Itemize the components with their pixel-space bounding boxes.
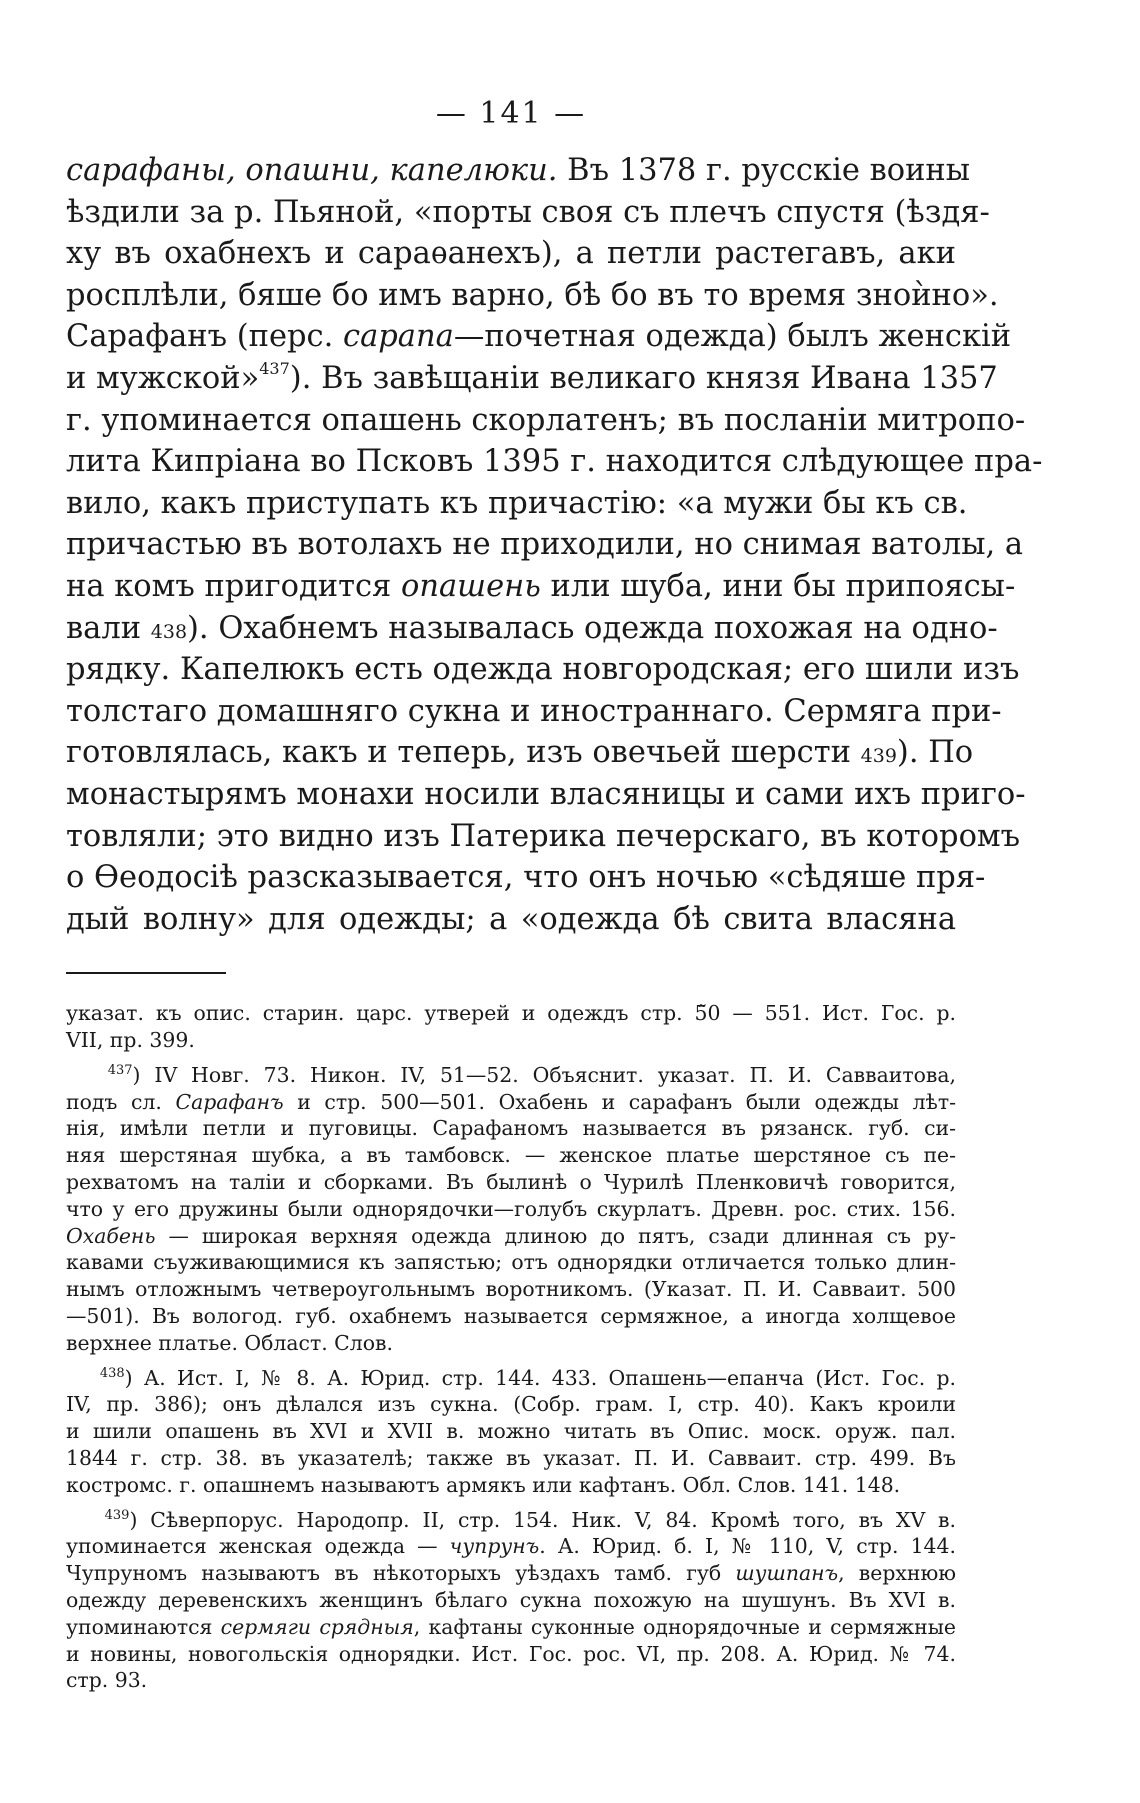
text-line: росплѣли, бяше бо имъ варно, бѣ бо въ то время зноѝно». (66, 277, 999, 313)
footnote-ref-438: 438 (150, 620, 188, 643)
page-number: — 141 — (435, 96, 587, 131)
text-line: ху въ охабнехъ и сараѳанехъ), а петли растегавъ, аки (66, 236, 956, 272)
text-line: на комъ пригодится опашень или шуба, ини бы припоясы- (66, 568, 1016, 604)
footnotes (66, 1000, 956, 1694)
text-line: толстаго домашняго сукна и иностраннаго. Сермяга при- (66, 693, 1002, 729)
text-line: лита Кипріана во Псковъ 1395 г. находится слѣдующее пра- (66, 444, 1043, 480)
text-line: рядку. Капелюкъ есть одежда новгородская; его шили изъ (66, 652, 1020, 688)
text-line: причастью въ вотолахъ не приходили, но снимая ватолы, а (66, 527, 1024, 563)
text-line: сарафаны, опашни, капелюки. Въ 1378 г. русскіе воины (66, 153, 971, 188)
text-line: Сарафанъ (перс. сарапа—почетная одежда) былъ женскій (66, 319, 1012, 355)
text-line: ѣздили за р. Пьяной, «порты своя съ плечъ спустя (ѣздя- (66, 194, 990, 230)
footnote-continuation: указат. къ опис. старин. царс. утверей и одеждъ стр. 5̃0 — 551. Ист. Гос. р. VII, пр. 399. (66, 1001, 956, 1053)
text-line: вило, какъ приступать къ причастію: «а мужи бы къ св. (66, 485, 968, 521)
text-line: о Ѳеодосіѣ разсказывается, что онъ ночью «сѣдяше пря- (66, 860, 986, 896)
text-line: и мужской»$^{437}$). Въ завѣщаніи великаго князя Ивана 1357 (66, 358, 998, 396)
text-line: товляли; это видно изъ Патерика печерскаго, въ которомъ (66, 818, 1021, 854)
footnote-437: $^{437}$) IV Новг. 73. Никон. IV, 51—52. Объяснит. указат. П. И. Савваитова, подъ сл. Сарафанъ и стр. 500—501. Охабень и сарафанъ были одежды лѣт- нія, имѣли петли и пуговицы. Сарафаномъ называется въ рязанск. губ. си- няя шерстяная шубка, а въ тамбовск. — женское платье шерстяное съ пе- рехватомъ на таліи и сборками. Въ былинѣ о Чурилѣ Пленковичѣ говорится, что у его дружины были однорядочки—голубъ скурлатъ. Древн. рос. стих. 156. Охабень — широкая верхняя одежда длиною до пятъ, сзади длинная съ ру- кавами съуживающимися къ запястью; отъ однорядки отличается только длин- нымъ отложнымъ четвероугольнымъ воротникомъ. (Указат. П. И. Саввaит. 500 —501). Въ вологод. губ. охабнемъ называется сермяжное, а иногда холщевое верхнее платье. Област. Слов. (66, 1062, 957, 1355)
book-page (66, 92, 1043, 1702)
text-line: готовлялась, какъ и теперь, изъ овечьей шерсти 439). По (66, 735, 974, 771)
text-line: г. упоминается опашень скорлатенъ; въ посланіи митропо- (66, 402, 1026, 438)
main-text (66, 150, 1043, 940)
text-line: вали 438). Охабнемъ называлась одежда похожая на одно- (66, 610, 998, 646)
footnote-ref-439: 439 (860, 745, 897, 768)
footnote-ref-437: 437 (259, 358, 290, 378)
footnote-438: $^{438}$) А. Ист. I, № 8. А. Юрид. стр. 144. 433. Опашень—епанча (Ист. Гос. р. IV, пр. 386); онъ дѣлался изъ сукна. (Собр. грам. I, стр. 40). Какъ кроили и шили опашень въ XVI и XVII в. можно читать въ Опис. моск. оруж. пал. 1844 г. стр. 38. въ указателѣ; также въ указат. П. И. Савваит. стр. 499. Въ костромс. г. опашнемъ называютъ армякъ или кафтанъ. Обл. Слов. 141. 148. (66, 1365, 957, 1497)
text-line: монастырямъ монахи носили власяницы и сами ихъ приго- (66, 776, 1026, 812)
footnote-divider (66, 972, 226, 974)
text-line: дый волну» для одежды; а «одежда бѣ свита власяна (66, 901, 956, 937)
footnote-439: $^{439}$) Сѣверпорус. Народопр. II, стр. 154. Ник. V, 84. Кромѣ того, въ XV в. упоминается женская одежда — чупрунъ. А. Юрид. б. I, № 110, V, стр. 144. Чупруномъ называютъ въ нѣкоторыхъ уѣздахъ тамб. губ шушпанъ, верхнюю одежду деревенскихъ женщинъ бѣлаго сукна похожую на шушунъ. Въ XVI в. упоминаются сермяги срядныя, кафтаны суконные однорядочные и сермяжные и новины, новогольскія однорядки. Ист. Гос. рос. VI, пр. 208. А. Юрид. № 74. стр. 93. (66, 1507, 956, 1693)
